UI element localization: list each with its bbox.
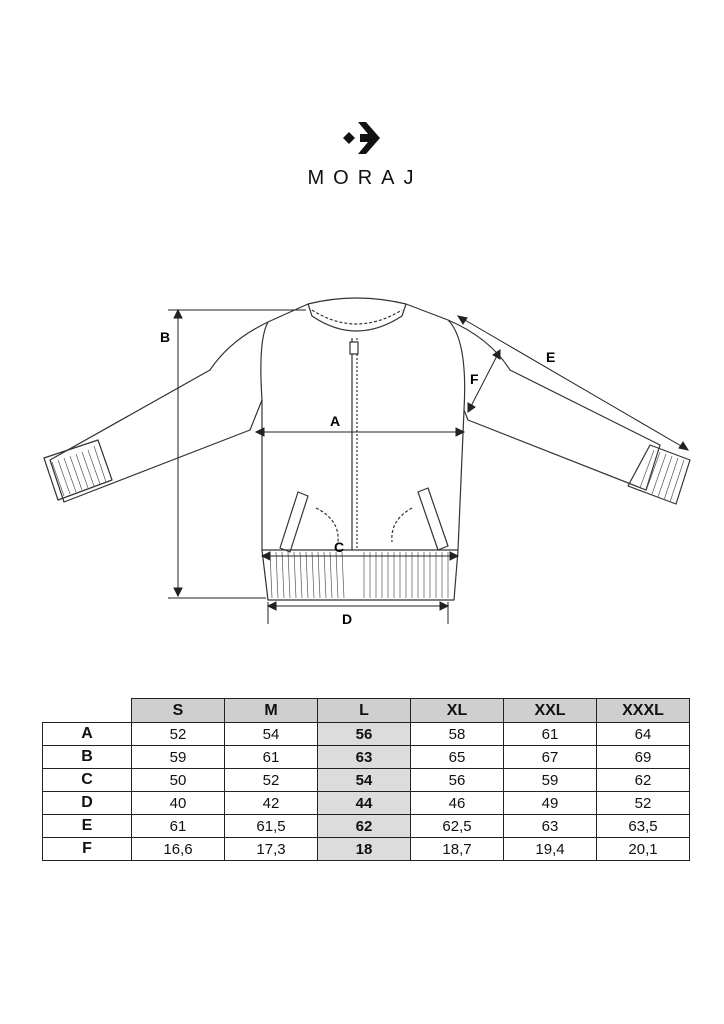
size-header-row bbox=[43, 699, 690, 723]
size-header-s: S bbox=[132, 699, 225, 723]
table-cell: 62 bbox=[597, 769, 690, 792]
table-cell: 46 bbox=[411, 792, 504, 815]
brand-name: MORAJ bbox=[307, 167, 423, 189]
jacket-body-right bbox=[406, 304, 465, 550]
table-cell: 61 bbox=[132, 815, 225, 838]
label-c: C bbox=[334, 539, 345, 555]
jacket-measurement-diagram bbox=[0, 280, 724, 640]
size-header-l: L bbox=[318, 699, 411, 723]
table-row bbox=[43, 792, 690, 815]
label-a: A bbox=[330, 413, 341, 429]
table-cell: 61 bbox=[504, 723, 597, 746]
table-cell: 56 bbox=[411, 769, 504, 792]
table-cell: 61 bbox=[225, 746, 318, 769]
jacket-right-sleeve bbox=[448, 320, 660, 490]
table-cell-highlight: 62 bbox=[318, 815, 411, 838]
row-label: E bbox=[43, 815, 132, 838]
table-cell: 52 bbox=[225, 769, 318, 792]
table-cell: 59 bbox=[504, 769, 597, 792]
table-cell: 63,5 bbox=[597, 815, 690, 838]
table-cell: 67 bbox=[504, 746, 597, 769]
table-row bbox=[43, 815, 690, 838]
table-cell: 65 bbox=[411, 746, 504, 769]
table-cell: 52 bbox=[132, 723, 225, 746]
size-table bbox=[42, 698, 690, 861]
label-f: F bbox=[470, 371, 479, 387]
jacket-right-pocket bbox=[418, 488, 448, 550]
table-cell: 20,1 bbox=[597, 838, 690, 861]
size-header-xxxl: XXXL bbox=[597, 699, 690, 723]
jacket-left-pocket bbox=[280, 492, 308, 552]
jacket-body-left bbox=[261, 304, 308, 550]
table-cell: 69 bbox=[597, 746, 690, 769]
label-d: D bbox=[342, 611, 353, 627]
jacket-hem-band bbox=[262, 550, 458, 600]
table-row bbox=[43, 746, 690, 769]
jacket-left-sleeve bbox=[50, 322, 268, 502]
size-header-xxl: XXL bbox=[504, 699, 597, 723]
table-cell: 49 bbox=[504, 792, 597, 815]
size-header-m: M bbox=[225, 699, 318, 723]
jacket-collar bbox=[308, 298, 406, 331]
table-cell: 63 bbox=[504, 815, 597, 838]
moraj-arrow-logo-icon bbox=[340, 118, 384, 158]
row-label: F bbox=[43, 838, 132, 861]
table-cell-highlight: 44 bbox=[318, 792, 411, 815]
table-cell-highlight: 18 bbox=[318, 838, 411, 861]
table-row bbox=[43, 769, 690, 792]
table-row bbox=[43, 723, 690, 746]
table-cell: 59 bbox=[132, 746, 225, 769]
table-cell: 54 bbox=[225, 723, 318, 746]
table-cell: 61,5 bbox=[225, 815, 318, 838]
table-cell: 19,4 bbox=[504, 838, 597, 861]
table-cell-highlight: 54 bbox=[318, 769, 411, 792]
brand-logo bbox=[0, 118, 724, 158]
table-cell: 18,7 bbox=[411, 838, 504, 861]
table-cell: 62,5 bbox=[411, 815, 504, 838]
table-cell: 58 bbox=[411, 723, 504, 746]
table-cell: 17,3 bbox=[225, 838, 318, 861]
table-cell: 42 bbox=[225, 792, 318, 815]
size-header-xl: XL bbox=[411, 699, 504, 723]
label-b: B bbox=[160, 329, 171, 345]
table-cell: 40 bbox=[132, 792, 225, 815]
table-cell-highlight: 56 bbox=[318, 723, 411, 746]
size-chart bbox=[42, 698, 690, 861]
table-cell-highlight: 63 bbox=[318, 746, 411, 769]
table-cell: 16,6 bbox=[132, 838, 225, 861]
row-label: A bbox=[43, 723, 132, 746]
row-label: B bbox=[43, 746, 132, 769]
row-label: D bbox=[43, 792, 132, 815]
table-cell: 64 bbox=[597, 723, 690, 746]
table-row bbox=[43, 838, 690, 861]
table-corner bbox=[43, 699, 132, 723]
jacket-drawing bbox=[0, 280, 724, 640]
row-label: C bbox=[43, 769, 132, 792]
label-e: E bbox=[546, 349, 556, 365]
table-cell: 52 bbox=[597, 792, 690, 815]
table-cell: 50 bbox=[132, 769, 225, 792]
